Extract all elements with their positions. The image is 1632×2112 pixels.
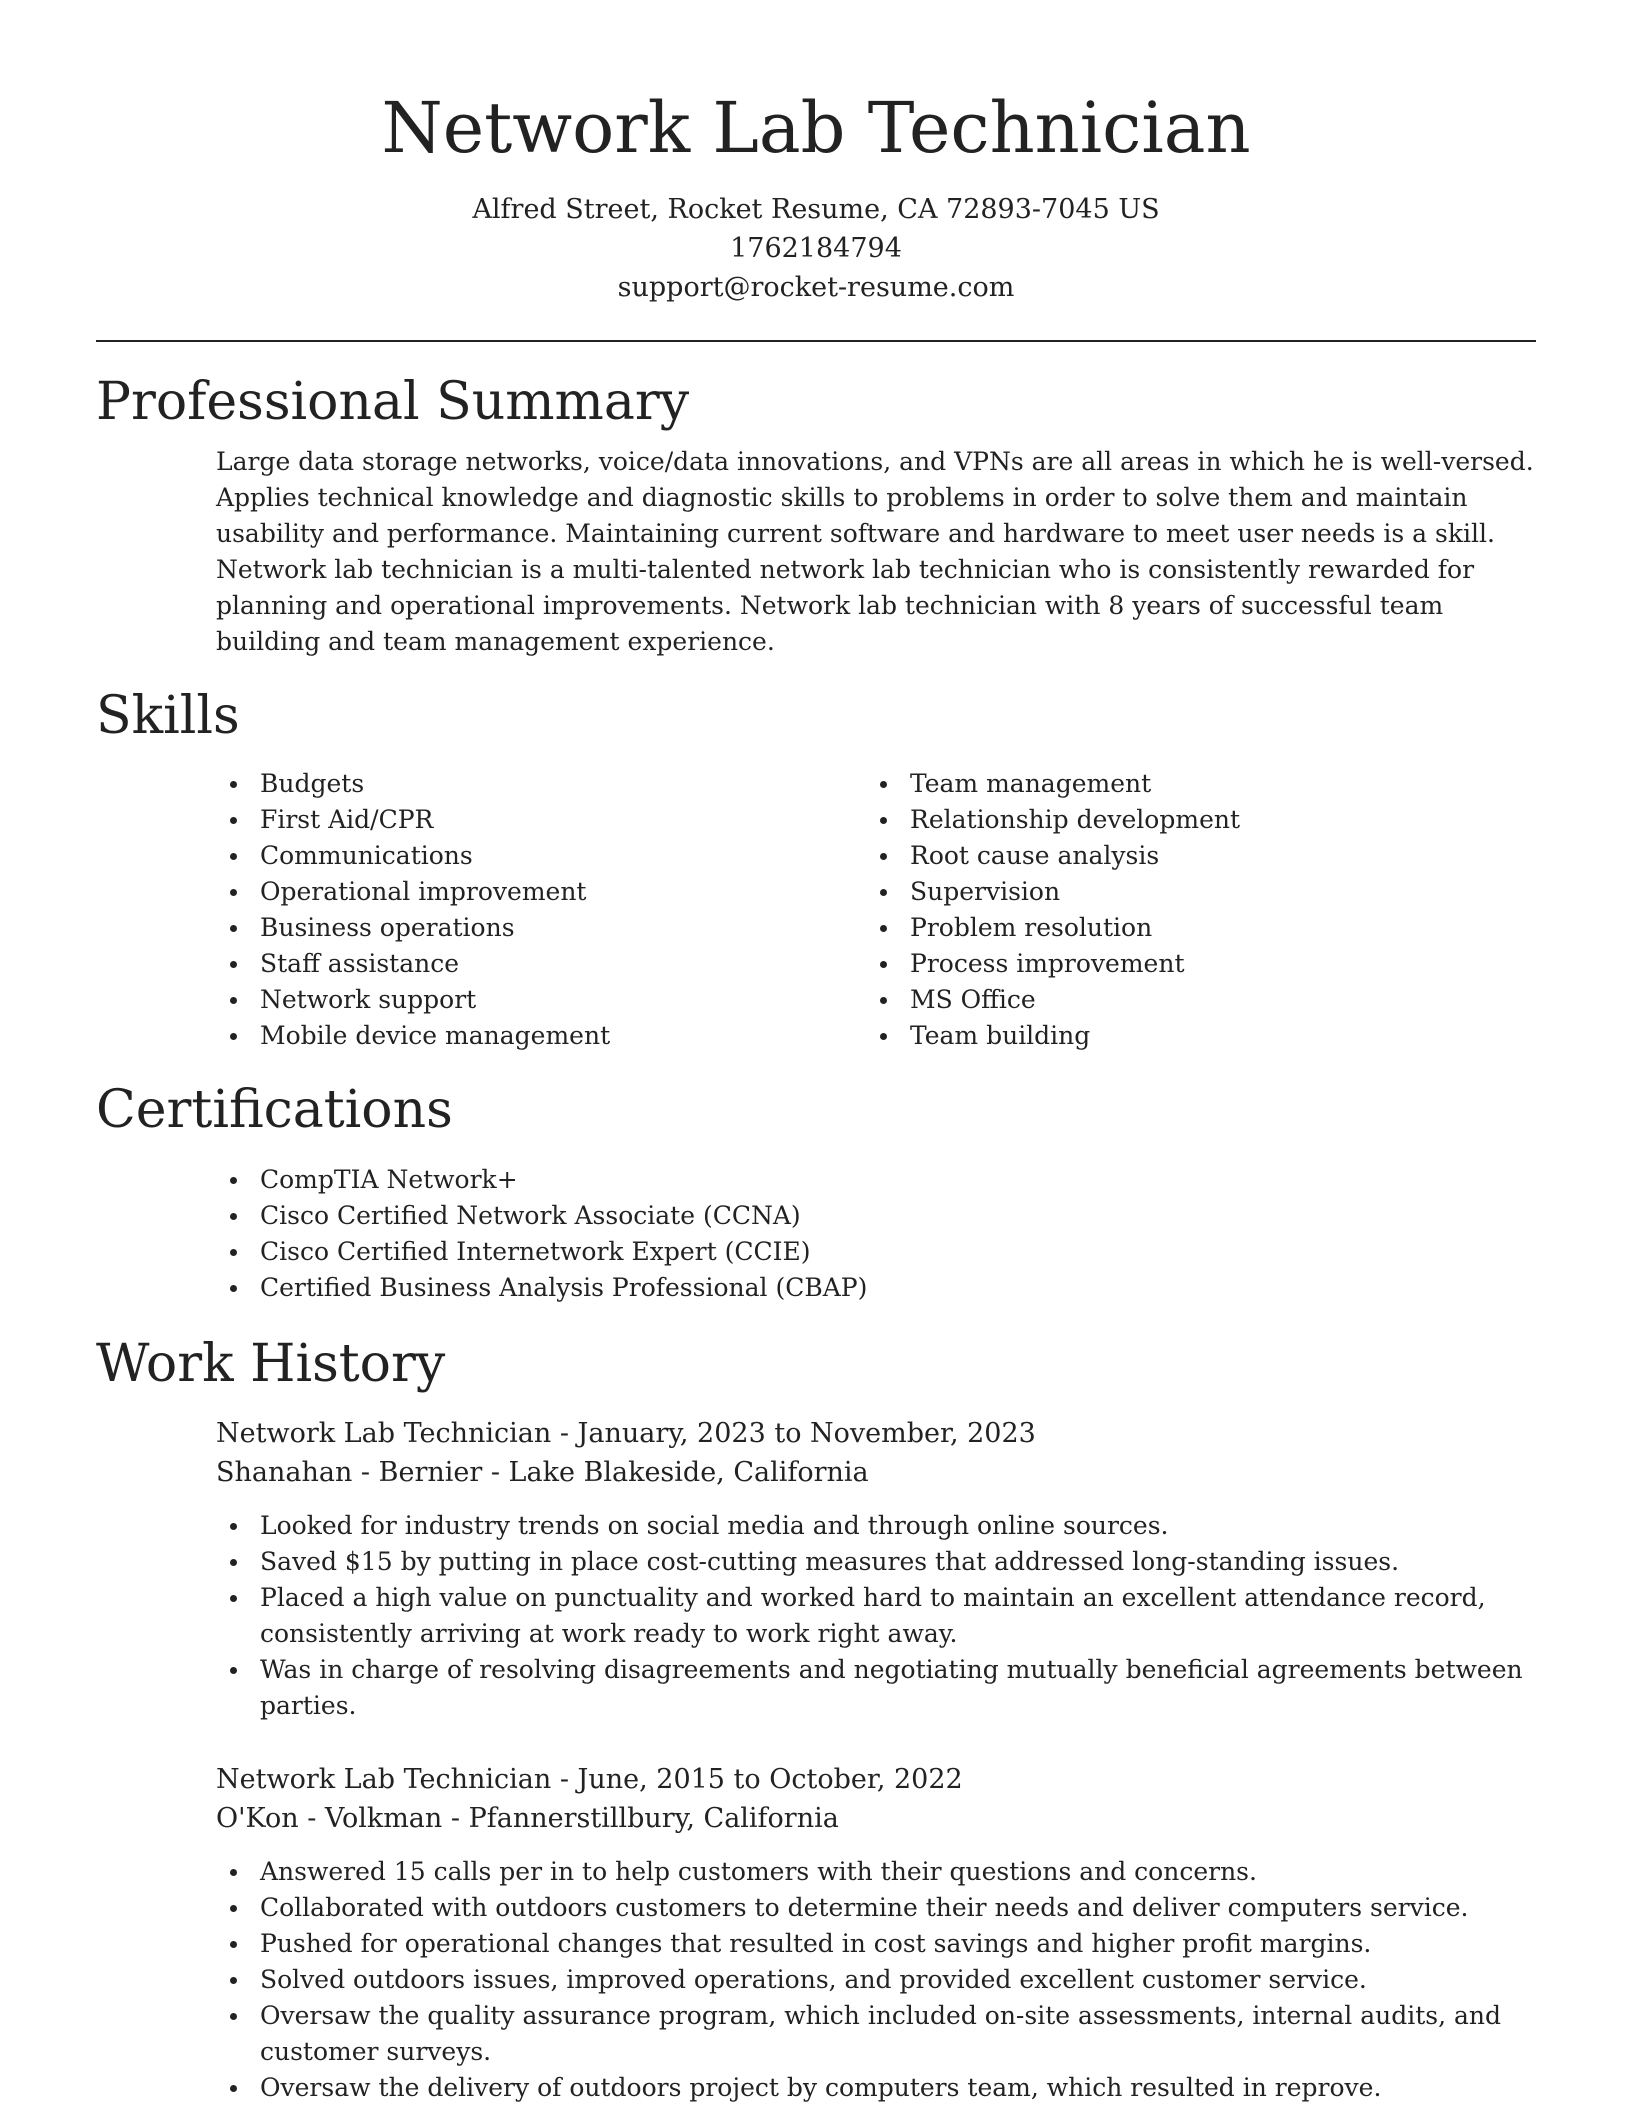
job-duty: Saved $15 by putting in place cost-cutting measures that addressed long-standing issues. bbox=[216, 1544, 1536, 1580]
summary-heading: Professional Summary bbox=[96, 372, 690, 432]
skill-item: Mobile device management bbox=[216, 1018, 866, 1054]
address: Alfred Street, Rocket Resume, CA 72893-7045 US bbox=[472, 194, 1160, 225]
job-duties-list bbox=[216, 1854, 1536, 2106]
work-history-section bbox=[96, 1334, 1536, 2106]
skill-item: Root cause analysis bbox=[866, 838, 1516, 874]
job-duty: Solved outdoors issues, improved operations, and provided excellent customer service. bbox=[216, 1962, 1536, 1998]
skill-item: Supervision bbox=[866, 874, 1516, 910]
job-title: Network Lab Technician - January, 2023 to November, 2023 bbox=[216, 1418, 1036, 1449]
job-duty: Placed a high value on punctuality and worked hard to maintain an excellent attendance record, consistently arriving at work ready to work right away. bbox=[216, 1580, 1536, 1652]
certification-item: Cisco Certified Network Associate (CCNA) bbox=[216, 1198, 1536, 1234]
skills-list-right bbox=[866, 766, 1516, 1054]
summary-section bbox=[96, 372, 1536, 660]
job-duty: Looked for industry trends on social media and through online sources. bbox=[216, 1508, 1536, 1544]
job-title: Network Lab Technician - June, 2015 to October, 2022 bbox=[216, 1764, 963, 1795]
job-duty: Oversaw the quality assurance program, which included on-site assessments, internal audits, and customer surveys. bbox=[216, 1998, 1536, 2070]
certifications-section bbox=[96, 1080, 1536, 1306]
skill-item: Relationship development bbox=[866, 802, 1516, 838]
job-entry bbox=[216, 1760, 1536, 2106]
skill-item: Staff assistance bbox=[216, 946, 866, 982]
job-company: O'Kon - Volkman - Pfannerstillbury, California bbox=[216, 1803, 839, 1834]
certification-item: CompTIA Network+ bbox=[216, 1162, 1536, 1198]
certifications-heading: Certifications bbox=[96, 1080, 453, 1140]
email: support@rocket-resume.com bbox=[617, 272, 1015, 303]
job-duty: Answered 15 calls per in to help customers with their questions and concerns. bbox=[216, 1854, 1536, 1890]
work-history-heading: Work History bbox=[96, 1334, 446, 1394]
skills-section bbox=[96, 686, 1536, 1054]
job-duty: Collaborated with outdoors customers to determine their needs and deliver computers service. bbox=[216, 1890, 1536, 1926]
job-duty: Pushed for operational changes that resulted in cost savings and higher profit margins. bbox=[216, 1926, 1536, 1962]
skill-item: MS Office bbox=[866, 982, 1516, 1018]
job-duty: Was in charge of resolving disagreements and negotiating mutually beneficial agreements between parties. bbox=[216, 1652, 1536, 1724]
certification-item: Certified Business Analysis Professional (CBAP) bbox=[216, 1270, 1536, 1306]
skill-item: Business operations bbox=[216, 910, 866, 946]
skill-item: Process improvement bbox=[866, 946, 1516, 982]
contact-info bbox=[96, 190, 1536, 307]
certification-item: Cisco Certified Internetwork Expert (CCIE) bbox=[216, 1234, 1536, 1270]
job-duties-list bbox=[216, 1508, 1536, 1724]
skill-item: First Aid/CPR bbox=[216, 802, 866, 838]
skills-list-left bbox=[216, 766, 866, 1054]
skills-columns bbox=[216, 766, 1536, 1054]
skills-heading: Skills bbox=[96, 686, 240, 746]
summary-text: Large data storage networks, voice/data innovations, and VPNs are all areas in which he is well-versed. Applies technical knowledge and diagnostic skills to problems in order to solve them and maintain usability and performance. Maintaining current software and hardware to meet user needs is a skill. Network lab technician is a multi-talented network lab technician who is consistently rewarded for planning and operational improvements. Network lab technician with 8 years of successful team building and team management experience. bbox=[216, 447, 1534, 656]
job-duty: Oversaw the delivery of outdoors project by computers team, which resulted in reprove. bbox=[216, 2070, 1536, 2106]
skill-item: Problem resolution bbox=[866, 910, 1516, 946]
skill-item: Budgets bbox=[216, 766, 866, 802]
skill-item: Team management bbox=[866, 766, 1516, 802]
job-company: Shanahan - Bernier - Lake Blakeside, California bbox=[216, 1457, 869, 1488]
job-entry bbox=[216, 1414, 1536, 1724]
resume-page bbox=[96, 0, 1536, 2106]
header-divider bbox=[96, 340, 1536, 342]
skill-item: Team building bbox=[866, 1018, 1516, 1054]
certifications-list bbox=[216, 1162, 1536, 1306]
phone: 1762184794 bbox=[730, 233, 902, 264]
skill-item: Network support bbox=[216, 982, 866, 1018]
skill-item: Operational improvement bbox=[216, 874, 866, 910]
skill-item: Communications bbox=[216, 838, 866, 874]
resume-name: Network Lab Technician bbox=[381, 87, 1251, 169]
